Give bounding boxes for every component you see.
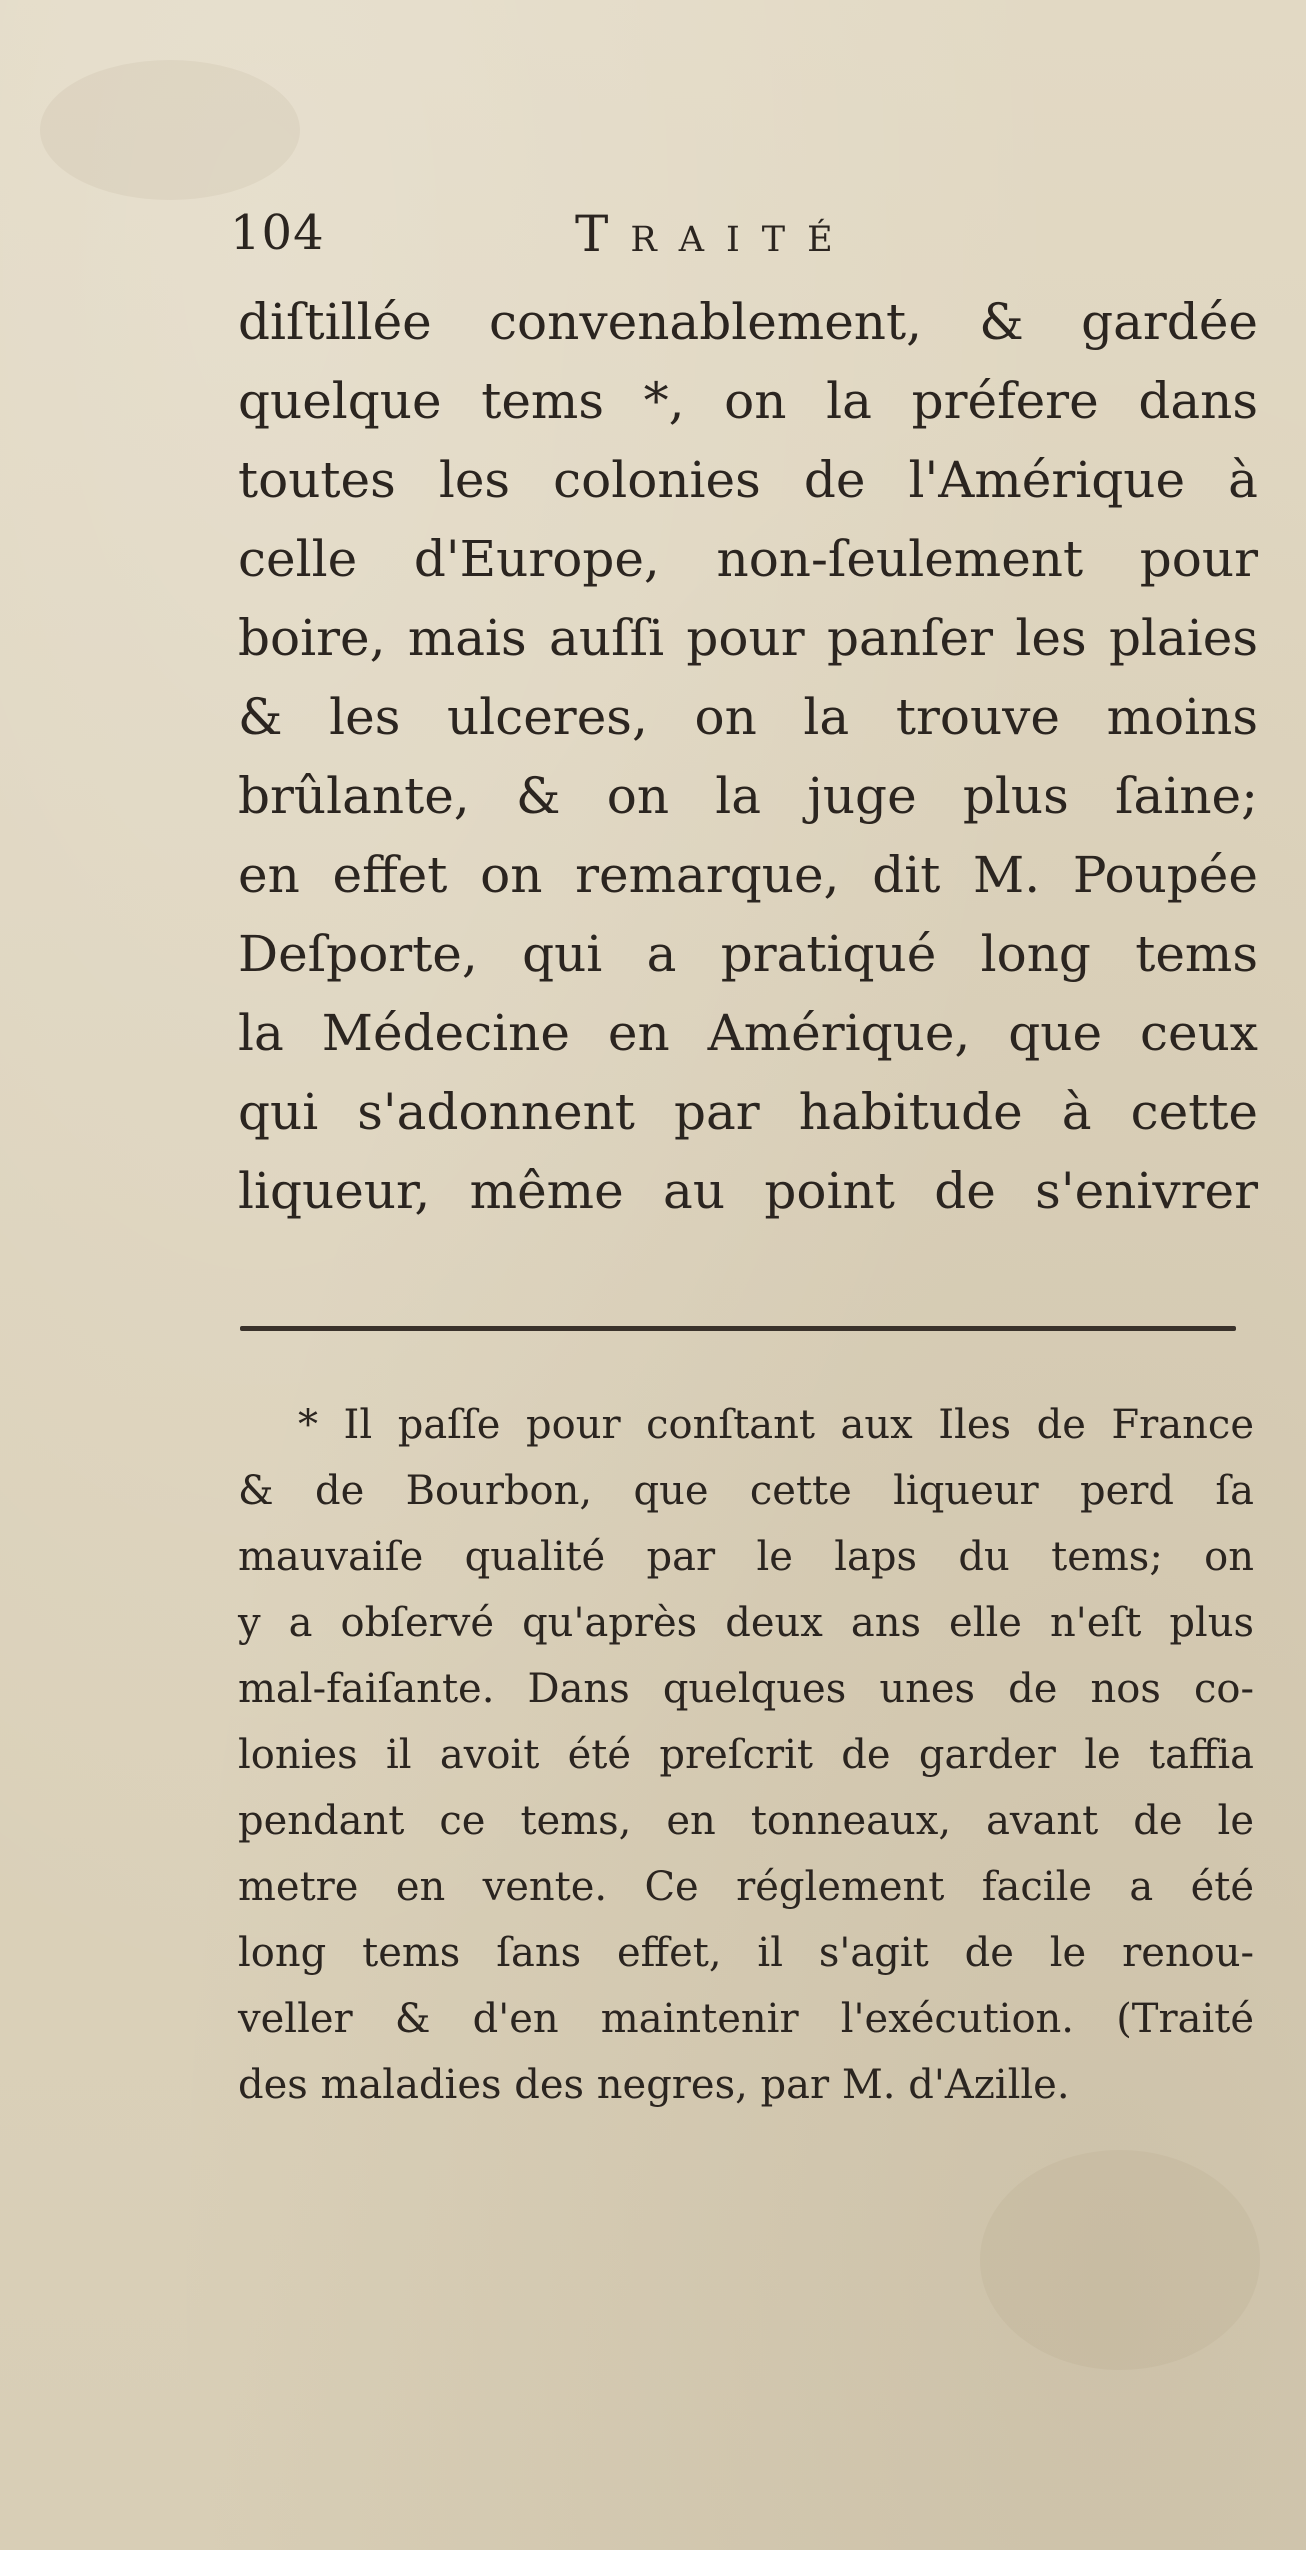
footnote-line: mauvaiſe qualité par le laps du tems; on	[238, 1534, 1254, 1580]
footnote	[238, 1392, 1254, 2118]
body-text	[238, 283, 1258, 1231]
body-line: toutes les colonies de l'Amérique à	[238, 451, 1258, 509]
body-line: Deſporte, qui a pratiqué long tems	[238, 925, 1258, 983]
footnote-line: veller & d'en maintenir l'exécution. (Traité	[238, 1996, 1254, 2042]
footnote-line: lonies il avoit été preſcrit de garder le taffia	[238, 1732, 1254, 1778]
body-line: la Médecine en Amérique, que ceux	[238, 1004, 1258, 1062]
paper-stain	[40, 60, 300, 200]
footnote-line: mal-faiſante. Dans quelques unes de nos co-	[238, 1666, 1254, 1712]
paper-stain	[980, 2150, 1260, 2370]
body-line: celle d'Europe, non-ſeulement pour	[238, 530, 1258, 588]
body-line: diſtillée convenablement, & gardée	[238, 293, 1258, 351]
footnote-line: & de Bourbon, que cette liqueur perd ſa	[238, 1468, 1254, 1514]
footnote-line: metre en vente. Ce réglement facile a été	[238, 1864, 1254, 1910]
footnote-line: des maladies des negres, par M. d'Azille.	[238, 2062, 1070, 2108]
page-number: 104	[230, 205, 325, 261]
body-line: & les ulceres, on la trouve moins	[238, 688, 1258, 746]
footnote-line: * Il paſſe pour conſtant aux Iles de France	[298, 1402, 1254, 1448]
body-line: boire, mais auſſi pour panſer les plaies	[238, 609, 1258, 667]
body-line: quelque tems *, on la préfere dans	[238, 372, 1258, 430]
footnote-rule	[240, 1326, 1236, 1331]
footnote-line: pendant ce tems, en tonneaux, avant de le	[238, 1798, 1254, 1844]
footnote-line: long tems ſans effet, il s'agit de le renou-	[238, 1930, 1254, 1976]
body-line: qui s'adonnent par habitude à cette	[238, 1083, 1258, 1141]
running-head: Traité	[575, 205, 855, 263]
footnote-line: y a obſervé qu'après deux ans elle n'eſt plus	[238, 1600, 1254, 1646]
body-line: brûlante, & on la juge plus ſaine;	[238, 767, 1258, 825]
body-line: liqueur, même au point de s'enivrer	[238, 1162, 1258, 1220]
body-line: en effet on remarque, dit M. Poupée	[238, 846, 1258, 904]
page-header	[230, 205, 1090, 275]
